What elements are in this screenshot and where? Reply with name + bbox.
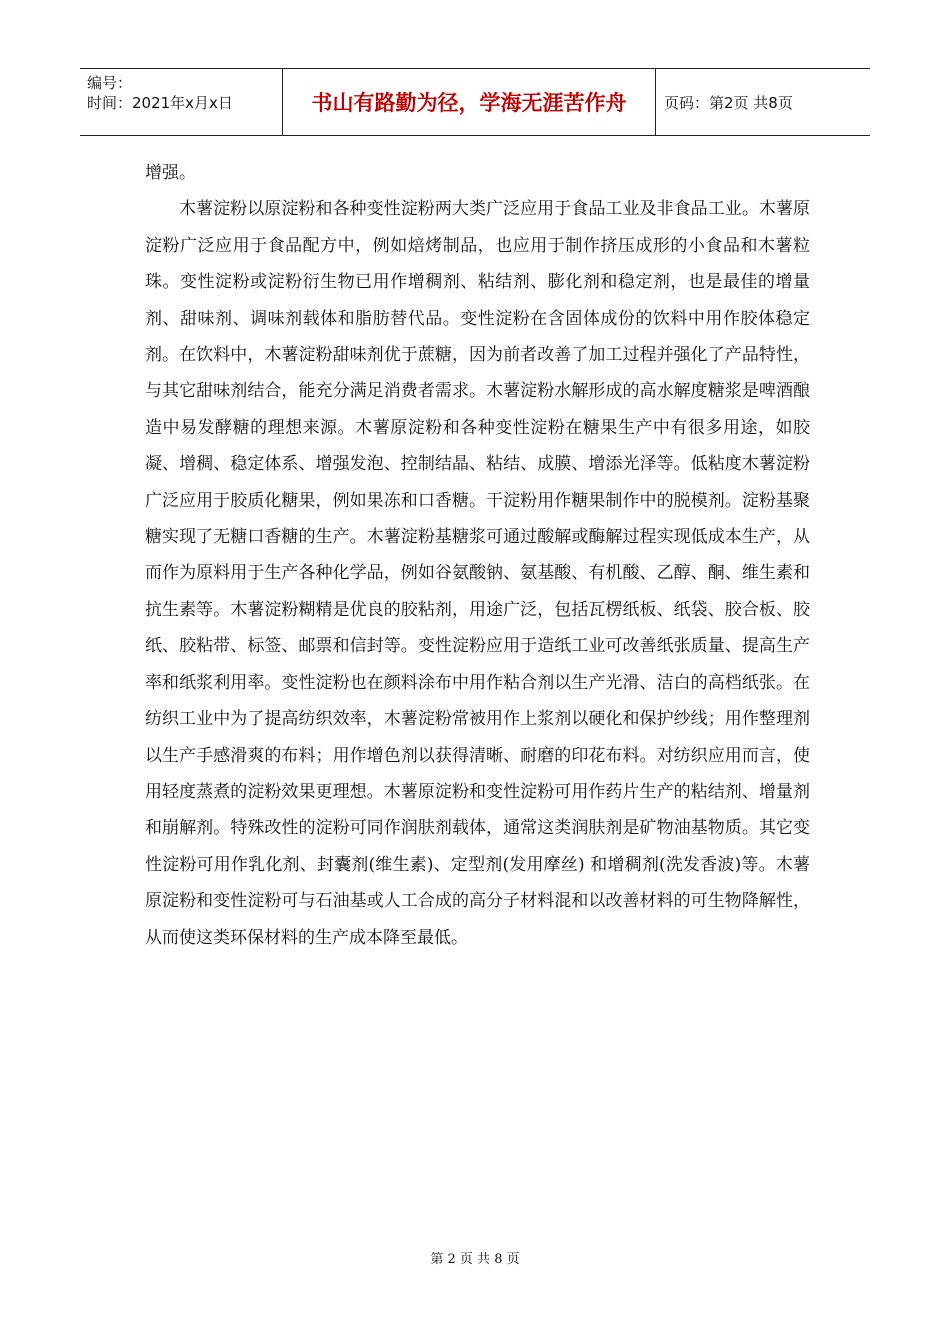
page-header bbox=[80, 68, 870, 136]
paragraph: 增强。 bbox=[145, 163, 196, 183]
header-page-info: 页码：第2页 共8页 bbox=[664, 93, 793, 112]
document-date: 时间：2021年x月x日 bbox=[87, 94, 233, 112]
paragraph: 木薯淀粉以原淀粉和各种变性淀粉两大类广泛应用于食品工业及非食品工业。木薯原淀粉广泛应用于食品配方中，例如焙烤制品，也应用于制作挤压成形的小食品和木薯粒珠。变性淀粉或淀粉衍生物已用作增稠剂、粘结剂、膨化剂和稳定剂，也是最佳的增量剂、甜味剂、调味剂载体和脂肪替代品。变性淀粉在含固体成份的饮料中用作胶体稳定剂。在饮料中，木薯淀粉甜味剂优于蔗糖，因为前者改善了加工过程并强化了产品特性，与其它甜味剂结合，能充分满足消费者需求。木薯淀粉水解形成的高水解度糖浆是啤酒酿造中易发酵糖的理想来源。木薯原淀粉和各种变性淀粉在糖果生产中有很多用途，如胶凝、增稠、稳定体系、增强发泡、控制结晶、粘结、成膜、增添光泽等。低粘度木薯淀粉广泛应用于胶质化糖果，例如果冻和口香糖。干淀粉用作糖果制作中的脱模剂。淀粉基聚糖实现了无糖口香糖的生产。木薯淀粉基糖浆可通过酸解或酶解过程实现低成本生产，从而作为原料用于生产各种化学品，例如谷氨酸钠、氨基酸、有机酸、乙醇、酮、维生素和抗生素等。木薯淀粉糊精是优良的胶粘剂，用途广泛，包括瓦楞纸板、纸袋、胶合板、胶纸、胶粘带、标签、邮票和信封等。变性淀粉应用于造纸工业可改善纸张质量、提高生产率和纸浆利用率。变性淀粉也在颜料涂布中用作粘合剂以生产光滑、洁白的高档纸张。在纺织工业中为了提高纺织效率，木薯淀粉常被用作上浆剂以硬化和保护纱线；用作整理剂以生产手感滑爽的布料；用作增色剂以获得清晰、耐磨的印花布料。对纺织应用而言，使用轻度蒸煮的淀粉效果更理想。木薯原淀粉和变性淀粉可用作药片生产的粘结剂、增量剂和崩解剂。特殊改性的淀粉可同作润肤剂载体，通常这类润肤剂是矿物油基物质。其它变性淀粉可用作乳化剂、封囊剂(维生素)、定型剂(发用摩丝) 和增稠剂(洗发香波)等。木薯原淀粉和变性淀粉可与石油基或人工合成的高分子材料混和以改善材料的可生物降解性，从而使这类环保材料的生产成本降至最低。 bbox=[145, 199, 810, 948]
document-body bbox=[145, 155, 810, 956]
page-footer: 第 2 页 共 8 页 bbox=[430, 1252, 520, 1267]
document-number-label: 编号： bbox=[87, 74, 133, 92]
header-motto: 书山有路勤为径，学海无涯苦作舟 bbox=[283, 69, 656, 135]
header-meta bbox=[80, 69, 283, 135]
